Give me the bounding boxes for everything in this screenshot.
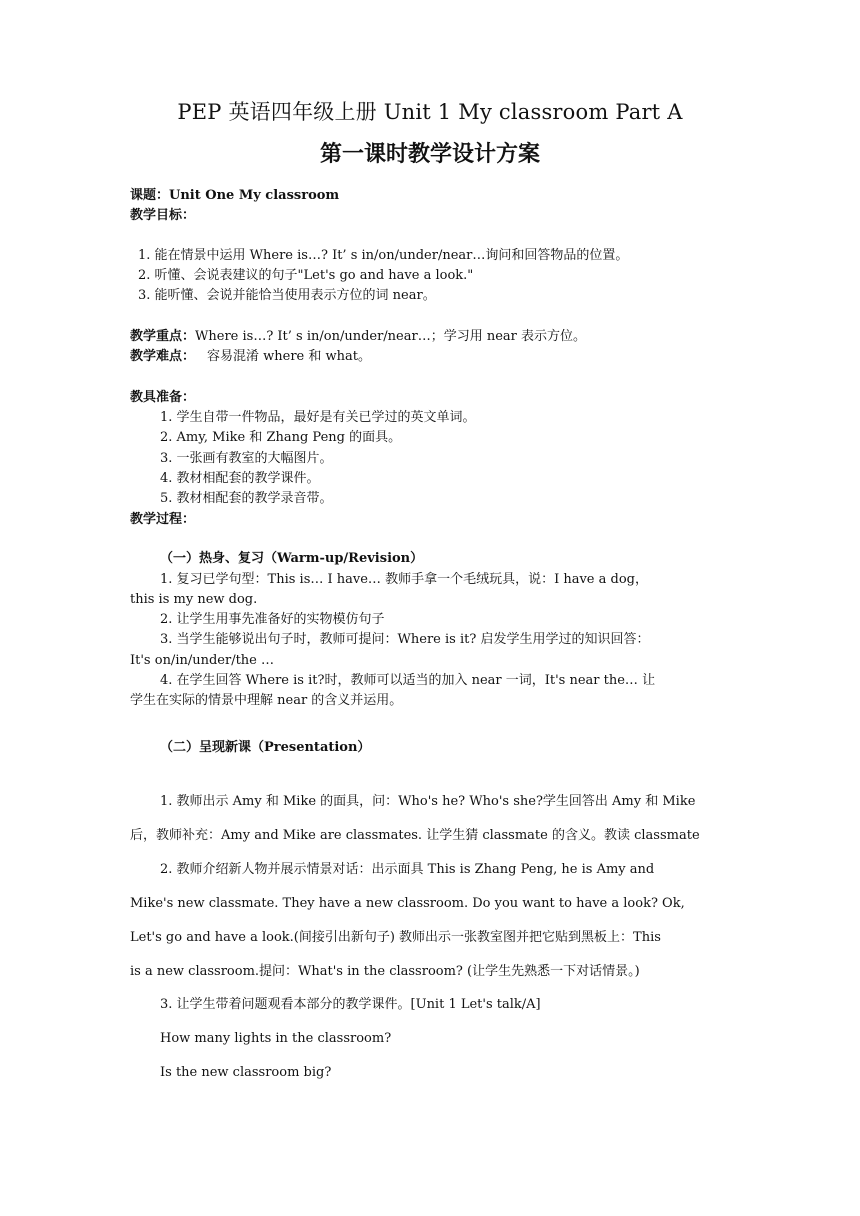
tool-item: 2. Amy, Mike 和 Zhang Peng 的面具。: [160, 430, 402, 445]
objective-item: 3. 能听懂、会说并能恰当使用表示方位的词 near。: [138, 288, 436, 303]
section2-line: 1. 教师出示 Amy 和 Mike 的面具，问：Who's he? Who's she?学生回答出 Amy 和 Mike: [160, 794, 696, 809]
objective-item: 1. 能在情景中运用 Where is…? It’ s in/on/under/near…询问和回答物品的位置。: [138, 248, 629, 263]
difficulty-label: 教学难点：: [130, 349, 196, 364]
section2-line: Mike's new classmate. They have a new classroom. Do you want to have a look? Ok,: [130, 896, 685, 911]
section2-line: Let's go and have a look.(间接引出新句子) 教师出示一张教室图并把它贴到黑板上：This: [130, 930, 661, 945]
difficulty-text: 容易混淆 where 和 what。: [207, 349, 371, 364]
key-points-text: Where is…? It’ s in/on/under/near…；学习用 near 表示方位。: [195, 329, 587, 344]
section1-line: 学生在实际的情景中理解 near 的含义并运用。: [130, 693, 403, 708]
section2-line: 2. 教师介绍新人物并展示情景对话：出示面具 This is Zhang Peng, he is Amy and: [160, 862, 655, 877]
process-label: 教学过程：: [130, 512, 196, 527]
tools-label: 教具准备：: [130, 390, 196, 405]
section2-line: 后，教师补充：Amy and Mike are classmates. 让学生猜 classmate 的含义。教读 classmate: [130, 828, 700, 843]
difficulty: [130, 348, 371, 366]
objectives-label: 教学目标：: [130, 208, 196, 223]
key-points-label: 教学重点：: [130, 329, 196, 344]
tool-item: 1. 学生自带一件物品，最好是有关已学过的英文单词。: [160, 410, 476, 425]
section1-line: 2. 让学生用事先准备好的实物模仿句子: [160, 612, 385, 627]
tool-item: 3. 一张画有教室的大幅图片。: [160, 451, 333, 466]
document-title: PEP 英语四年级上册 Unit 1 My classroom Part A: [177, 100, 683, 124]
section1-heading: （一）热身、复习（Warm-up/Revision）: [160, 551, 424, 566]
section2-line: is a new classroom.提问：What's in the classroom? (让学生先熟悉一下对话情景。): [130, 964, 640, 979]
key-points: [130, 328, 586, 346]
section1-line: this is my new dog.: [130, 592, 258, 607]
section1-line: It's on/in/under/the …: [130, 653, 275, 668]
section1-line: 3. 当学生能够说出句子时，教师可提问：Where is it? 启发学生用学过的知识回答：: [160, 632, 650, 647]
section2-line: 3. 让学生带着问题观看本部分的教学课件。[Unit 1 Let's talk/A]: [160, 997, 541, 1012]
section2-question: Is the new classroom big?: [160, 1065, 332, 1080]
section2-question: How many lights in the classroom?: [160, 1031, 392, 1046]
lesson-topic: 课题：Unit One My classroom: [130, 188, 340, 203]
objective-item: 2. 听懂、会说表建议的句子"Let's go and have a look.": [138, 268, 474, 283]
tool-item: 4. 教材相配套的教学课件。: [160, 471, 320, 486]
document-subtitle: 第一课时教学设计方案: [319, 141, 540, 167]
section1-line: 4. 在学生回答 Where is it?时，教师可以适当的加入 near 一词，It's near the… 让: [160, 673, 656, 688]
section2-heading: （二）呈现新课（Presentation）: [160, 740, 371, 755]
section1-line: 1. 复习已学句型：This is… I have… 教师手拿一个毛绒玩具，说：I have a dog，: [160, 572, 648, 587]
tool-item: 5. 教材相配套的教学录音带。: [160, 491, 333, 506]
